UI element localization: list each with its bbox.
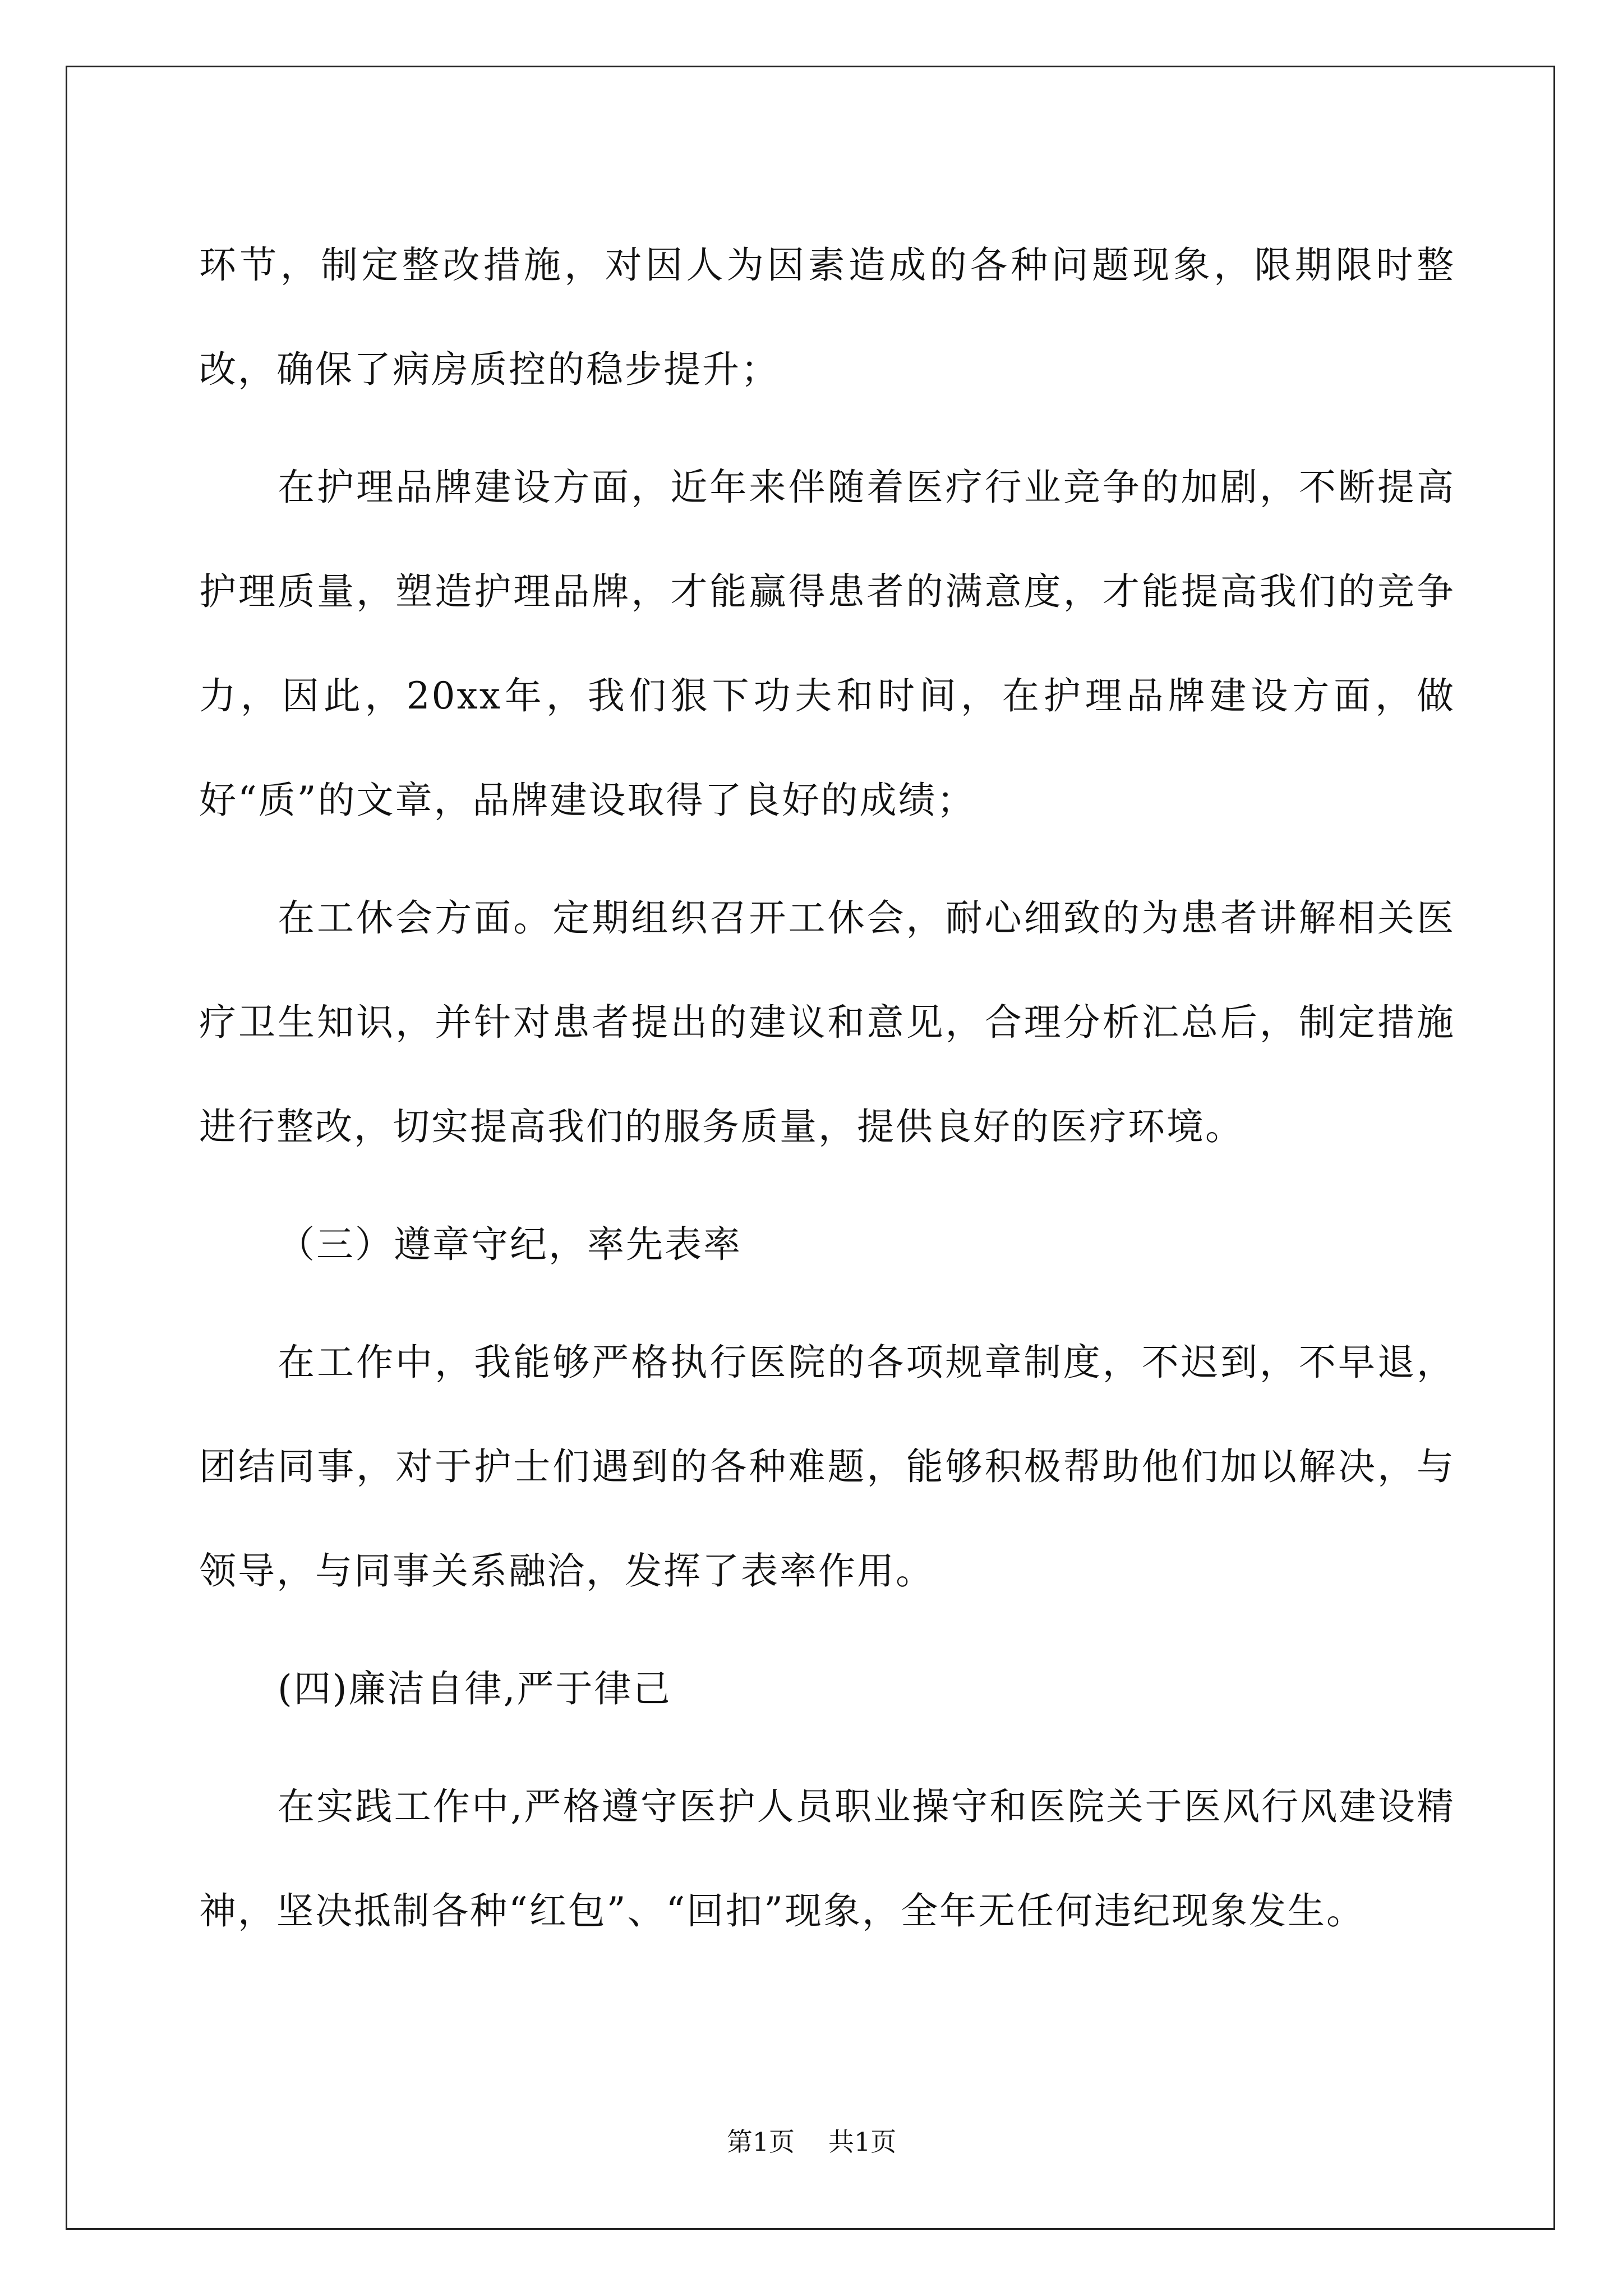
paragraph-discipline: 在工作中，我能够严格执行医院的各项规章制度，不迟到，不早退，团结同事，对于护士们遇到的各种难题，能够积极帮助他们加以解决，与领导，与同事关系融洽，发挥了表率作用。 [199, 1341, 1455, 1593]
page-number: 第1页 [726, 2127, 795, 2157]
document-body [199, 213, 1455, 1977]
section-heading-4: (四)廉洁自律,严于律己 [278, 1667, 672, 1710]
paragraph-continued: 环节，制定整改措施，对因人为因素造成的各种问题现象，限期限时整改，确保了病房质控的稳步提升； [199, 243, 1455, 391]
paragraph-integrity: 在实践工作中,严格遵守医护人员职业操守和医院关于医风行风建设精神，坚决抵制各种“红包”、“回扣”现象，全年无任何违纪现象发生。 [199, 1785, 1455, 1932]
page-footer [0, 2122, 1623, 2159]
page-total: 共1页 [828, 2127, 897, 2157]
section-heading-3: （三）遵章守纪，率先表率 [278, 1223, 742, 1266]
paragraph-nursing-brand: 在护理品牌建设方面，近年来伴随着医疗行业竞争的加剧，不断提高护理质量，塑造护理品牌，才能赢得患者的满意度，才能提高我们的竞争力，因此，20xx年，我们狠下功夫和时间，在护理品牌建设方面，做好“质”的文章，品牌建设取得了良好的成绩； [199, 466, 1455, 822]
paragraph-patient-meeting: 在工休会方面。定期组织召开工休会，耐心细致的为患者讲解相关医疗卫生知识，并针对患者提出的建议和意见，合理分析汇总后，制定措施进行整改，切实提高我们的服务质量，提供良好的医疗环境。 [199, 896, 1455, 1148]
